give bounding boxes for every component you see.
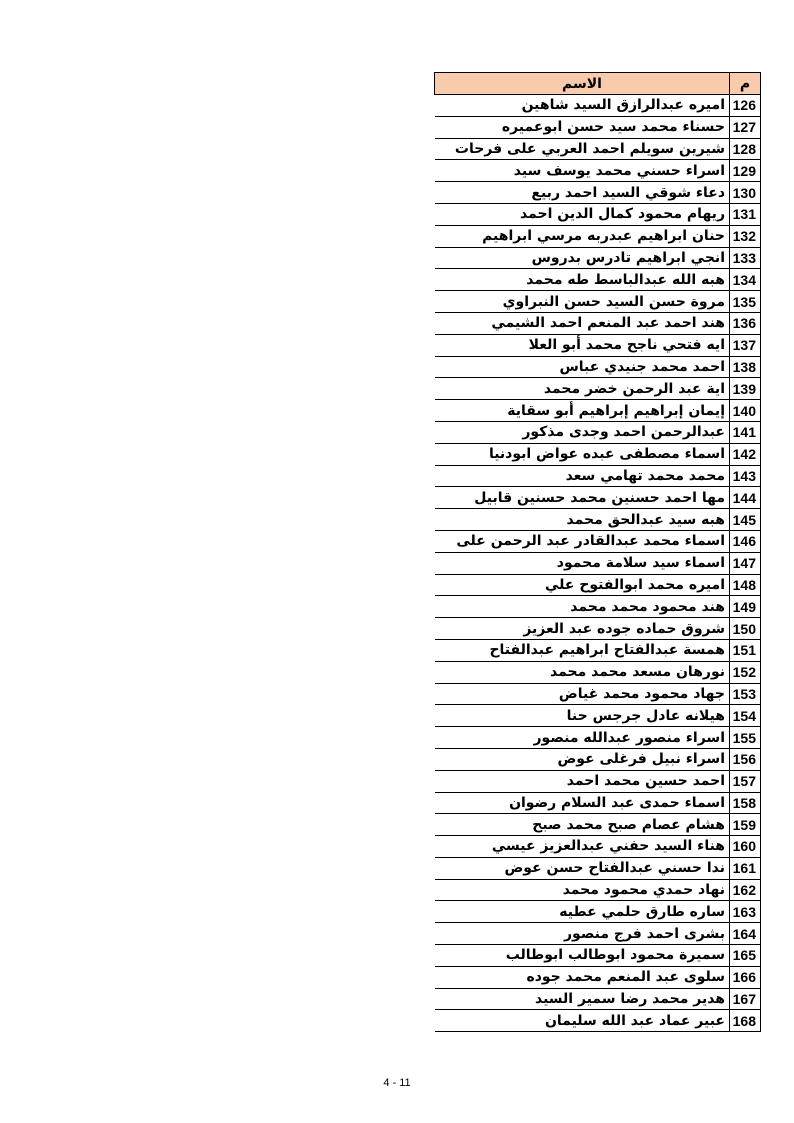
row-name: سميرة محمود ابوطالب ابوطالب <box>435 945 730 967</box>
table-row <box>435 661 761 683</box>
header-name: الاسم <box>435 73 730 95</box>
row-name: احمد محمد جنيدي عباس <box>435 356 730 378</box>
row-number: 152 <box>730 661 761 683</box>
table-row <box>435 225 761 247</box>
table-row <box>435 95 761 117</box>
row-name: اسماء محمد عبدالقادر عبد الرحمن على <box>435 530 730 552</box>
row-number: 147 <box>730 552 761 574</box>
row-number: 153 <box>730 683 761 705</box>
row-name: ايه فتحي ناجح محمد أبو العلا <box>435 334 730 356</box>
row-number: 156 <box>730 748 761 770</box>
row-number: 143 <box>730 465 761 487</box>
row-name: هند احمد عبد المنعم احمد الشيمي <box>435 312 730 334</box>
row-name: مها احمد حسنين محمد حسنين قابيل <box>435 487 730 509</box>
row-number: 128 <box>730 138 761 160</box>
table-row <box>435 945 761 967</box>
row-name: دعاء شوقي السيد احمد ربيع <box>435 182 730 204</box>
row-name: اسماء حمدى عبد السلام رضوان <box>435 792 730 814</box>
row-number: 129 <box>730 160 761 182</box>
table-row <box>435 400 761 422</box>
row-name: اسراء نبيل فرغلى عوض <box>435 748 730 770</box>
table-body <box>435 95 761 1032</box>
row-name: بشرى احمد فرج منصور <box>435 923 730 945</box>
row-name: مروة حسن السيد حسن النبراوي <box>435 291 730 313</box>
table-row <box>435 465 761 487</box>
row-number: 149 <box>730 596 761 618</box>
table-row <box>435 552 761 574</box>
row-name: اسماء سيد سلامة محمود <box>435 552 730 574</box>
row-name: هناء السيد حفني عبدالعزيز عيسي <box>435 836 730 858</box>
row-number: 142 <box>730 443 761 465</box>
row-name: جهاد محمود محمد غياض <box>435 683 730 705</box>
table-row <box>435 269 761 291</box>
row-number: 138 <box>730 356 761 378</box>
row-number: 141 <box>730 421 761 443</box>
row-number: 139 <box>730 378 761 400</box>
row-number: 155 <box>730 727 761 749</box>
table-row <box>435 160 761 182</box>
table-header-row <box>435 73 761 95</box>
row-number: 160 <box>730 836 761 858</box>
table-row <box>435 574 761 596</box>
table-row <box>435 487 761 509</box>
row-number: 154 <box>730 705 761 727</box>
row-name: إيمان إبراهيم إبراهيم أبو سقاية <box>435 400 730 422</box>
header-number: م <box>730 73 761 95</box>
row-number: 132 <box>730 225 761 247</box>
table-row <box>435 378 761 400</box>
table-row <box>435 901 761 923</box>
row-number: 151 <box>730 639 761 661</box>
row-number: 164 <box>730 923 761 945</box>
row-name: ريهام محمود كمال الدين احمد <box>435 203 730 225</box>
table-row <box>435 618 761 640</box>
row-name: هبه الله عبدالباسط طه محمد <box>435 269 730 291</box>
row-name: اسراء حسني محمد يوسف سيد <box>435 160 730 182</box>
row-name: اميره عبدالرازق السيد شاهين <box>435 95 730 117</box>
row-name: شيرين سويلم احمد العربي على فرحات <box>435 138 730 160</box>
row-number: 135 <box>730 291 761 313</box>
table-row <box>435 356 761 378</box>
row-number: 145 <box>730 509 761 531</box>
table-row <box>435 988 761 1010</box>
table-row <box>435 509 761 531</box>
row-number: 136 <box>730 312 761 334</box>
table-row <box>435 203 761 225</box>
table-row <box>435 1010 761 1032</box>
row-name: حنان ابراهيم عبدربه مرسي ابراهيم <box>435 225 730 247</box>
table-row <box>435 879 761 901</box>
table-row <box>435 857 761 879</box>
table-row <box>435 814 761 836</box>
row-number: 127 <box>730 116 761 138</box>
row-name: نورهان مسعد محمد محمد <box>435 661 730 683</box>
table-row <box>435 727 761 749</box>
row-number: 166 <box>730 966 761 988</box>
row-number: 133 <box>730 247 761 269</box>
row-name: هيلانه عادل جرجس حنا <box>435 705 730 727</box>
names-table <box>434 72 761 1032</box>
row-number: 126 <box>730 95 761 117</box>
page-number: 4 - 11 <box>383 1077 411 1089</box>
row-name: اميره محمد ابوالفتوح علي <box>435 574 730 596</box>
table-row <box>435 639 761 661</box>
table-row <box>435 530 761 552</box>
table-row <box>435 443 761 465</box>
table-row <box>435 748 761 770</box>
table-row <box>435 138 761 160</box>
row-number: 157 <box>730 770 761 792</box>
row-name: هشام عصام صبح محمد صبح <box>435 814 730 836</box>
row-name: محمد محمد تهامي سعد <box>435 465 730 487</box>
row-number: 150 <box>730 618 761 640</box>
row-name: ساره طارق حلمي عطيه <box>435 901 730 923</box>
row-name: عبدالرحمن احمد وجدى مذكور <box>435 421 730 443</box>
table-row <box>435 923 761 945</box>
row-name: اسراء منصور عبدالله منصور <box>435 727 730 749</box>
row-name: شروق حماده جوده عبد العزيز <box>435 618 730 640</box>
table-row <box>435 291 761 313</box>
row-name: هبه سيد عبدالحق محمد <box>435 509 730 531</box>
table-row <box>435 247 761 269</box>
table-row <box>435 334 761 356</box>
row-name: هند محمود محمد محمد <box>435 596 730 618</box>
row-name: عبير عماد عبد الله سليمان <box>435 1010 730 1032</box>
row-name: حسناء محمد سيد حسن ابوعميره <box>435 116 730 138</box>
row-number: 159 <box>730 814 761 836</box>
row-number: 137 <box>730 334 761 356</box>
row-name: نهاد حمدي محمود محمد <box>435 879 730 901</box>
row-number: 158 <box>730 792 761 814</box>
table-row <box>435 836 761 858</box>
row-number: 168 <box>730 1010 761 1032</box>
row-number: 162 <box>730 879 761 901</box>
table-row <box>435 116 761 138</box>
row-name: اسماء مصطفى عبده عواض ابودنيا <box>435 443 730 465</box>
row-name: اية عبد الرحمن خضر محمد <box>435 378 730 400</box>
row-name: سلوى عبد المنعم محمد جوده <box>435 966 730 988</box>
row-number: 140 <box>730 400 761 422</box>
row-number: 163 <box>730 901 761 923</box>
row-number: 131 <box>730 203 761 225</box>
table-row <box>435 182 761 204</box>
row-name: ندا حسني عبدالفتاح حسن عوض <box>435 857 730 879</box>
table-row <box>435 770 761 792</box>
row-name: انجي ابراهيم تادرس بدروس <box>435 247 730 269</box>
table-row <box>435 792 761 814</box>
row-number: 165 <box>730 945 761 967</box>
row-number: 167 <box>730 988 761 1010</box>
row-number: 148 <box>730 574 761 596</box>
table-row <box>435 421 761 443</box>
row-name: همسة عبدالفتاح ابراهيم عبدالفتاح <box>435 639 730 661</box>
row-number: 144 <box>730 487 761 509</box>
table-row <box>435 312 761 334</box>
row-number: 130 <box>730 182 761 204</box>
row-number: 161 <box>730 857 761 879</box>
table-row <box>435 596 761 618</box>
table-row <box>435 966 761 988</box>
table-row <box>435 683 761 705</box>
row-number: 146 <box>730 530 761 552</box>
row-number: 134 <box>730 269 761 291</box>
row-name: هدير محمد رضا سمير السيد <box>435 988 730 1010</box>
table-row <box>435 705 761 727</box>
row-name: احمد حسين محمد احمد <box>435 770 730 792</box>
